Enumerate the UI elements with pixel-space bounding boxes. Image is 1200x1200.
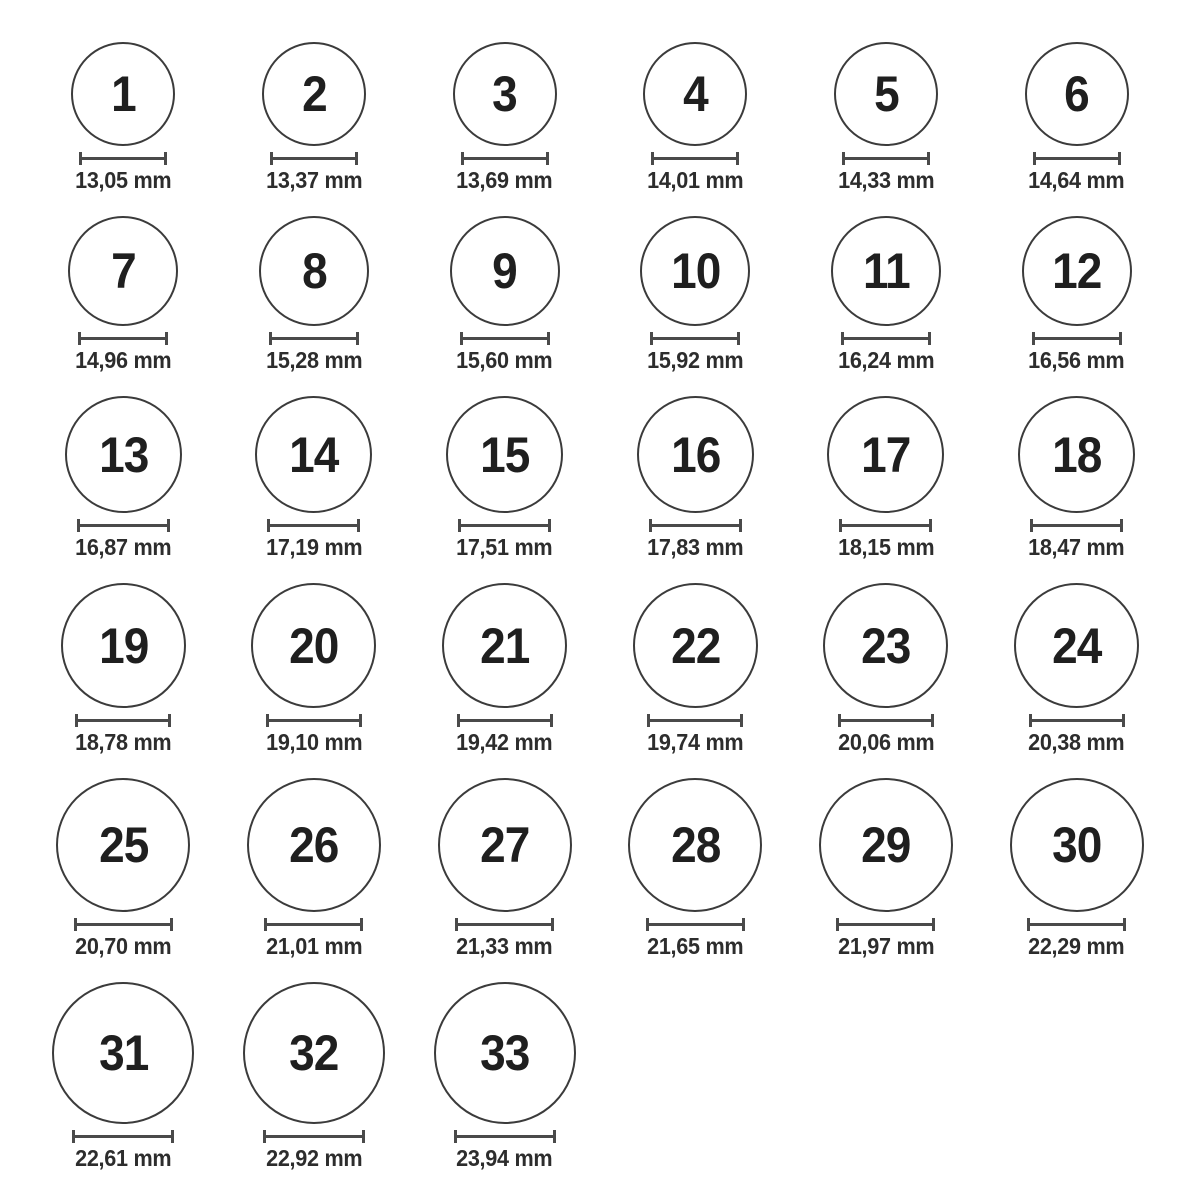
diameter-ruler <box>79 152 167 165</box>
ring-size-number: 22 <box>670 617 720 674</box>
ring-size-item <box>1014 583 1139 754</box>
ring-size-number: 31 <box>98 1025 148 1081</box>
ring-size-item <box>819 778 953 958</box>
ring-circle <box>1010 778 1144 912</box>
ring-size-item <box>52 982 194 1170</box>
diameter-label: 14,33 mm <box>837 167 935 193</box>
ring-size-item <box>438 778 572 958</box>
ring-size-number: 2 <box>301 66 327 122</box>
diameter-label: 16,56 mm <box>1028 347 1125 373</box>
diameter-label: 18,78 mm <box>75 729 172 755</box>
ring-circle <box>442 583 567 708</box>
diameter-label: 16,24 mm <box>837 347 935 373</box>
ring-circle <box>827 396 944 513</box>
ring-size-number: 13 <box>98 426 148 483</box>
diameter-ruler <box>74 918 173 931</box>
ring-size-number: 3 <box>492 66 517 122</box>
diameter-label: 22,92 mm <box>265 1145 363 1171</box>
ring-circle <box>434 982 576 1124</box>
ring-size-number: 30 <box>1051 817 1102 873</box>
ring-circle <box>247 778 381 912</box>
ring-size-item <box>823 583 948 754</box>
ring-size-item <box>637 396 754 559</box>
ring-size-item <box>640 216 750 372</box>
diameter-ruler <box>841 332 931 345</box>
diameter-ruler <box>836 918 935 931</box>
diameter-label: 15,28 mm <box>265 347 363 373</box>
ring-size-item <box>643 42 747 192</box>
ring-circle <box>1025 42 1129 146</box>
ring-circle <box>65 396 182 513</box>
diameter-label: 14,64 mm <box>1028 167 1125 193</box>
diameter-label: 20,70 mm <box>75 933 172 959</box>
ring-size-number: 23 <box>861 617 911 674</box>
diameter-label: 19,10 mm <box>265 729 363 755</box>
diameter-label: 13,05 mm <box>75 167 172 193</box>
diameter-ruler <box>264 918 363 931</box>
ring-circle <box>640 216 750 326</box>
ring-size-number: 8 <box>301 243 327 299</box>
ring-size-number: 7 <box>110 243 136 299</box>
ring-size-item <box>633 583 758 754</box>
ring-size-item <box>251 583 376 754</box>
ring-size-item <box>247 778 381 958</box>
ring-circle <box>1018 396 1135 513</box>
ring-circle <box>1022 216 1132 326</box>
ring-circle <box>446 396 563 513</box>
diameter-label: 15,60 mm <box>456 347 553 373</box>
ring-size-number: 32 <box>289 1025 339 1081</box>
diameter-ruler <box>646 918 745 931</box>
ring-circle <box>251 583 376 708</box>
ring-size-item <box>1022 216 1132 372</box>
ring-size-item <box>68 216 178 372</box>
diameter-label: 16,87 mm <box>75 534 172 560</box>
ring-size-item <box>262 42 366 192</box>
diameter-label: 19,74 mm <box>647 729 744 755</box>
diameter-ruler <box>649 519 742 532</box>
diameter-label: 22,29 mm <box>1028 933 1125 959</box>
ring-size-number: 33 <box>479 1025 530 1081</box>
ring-circle <box>61 583 186 708</box>
ring-size-number: 10 <box>670 243 720 299</box>
diameter-ruler <box>77 519 170 532</box>
ring-size-item <box>831 216 941 372</box>
ring-size-item <box>434 982 576 1170</box>
ring-size-item <box>453 42 557 192</box>
diameter-label: 13,37 mm <box>265 167 363 193</box>
ring-size-number: 15 <box>479 426 530 483</box>
ring-circle <box>1014 583 1139 708</box>
ring-circle <box>438 778 572 912</box>
ring-size-item <box>827 396 944 559</box>
ring-circle <box>834 42 938 146</box>
ring-size-number: 6 <box>1064 66 1089 122</box>
ring-circle <box>56 778 190 912</box>
ring-size-number: 1 <box>110 66 136 122</box>
diameter-ruler <box>269 332 359 345</box>
ring-size-item <box>61 583 186 754</box>
ring-size-number: 17 <box>861 426 911 483</box>
ring-size-item <box>628 778 762 958</box>
ring-size-number: 19 <box>98 617 148 674</box>
diameter-label: 13,69 mm <box>456 167 553 193</box>
ring-size-number: 14 <box>289 426 339 483</box>
ring-circle <box>643 42 747 146</box>
diameter-ruler <box>651 152 739 165</box>
ring-circle <box>637 396 754 513</box>
diameter-ruler <box>266 714 362 727</box>
diameter-label: 14,01 mm <box>647 167 744 193</box>
diameter-label: 18,47 mm <box>1028 534 1125 560</box>
diameter-ruler <box>454 1130 556 1143</box>
ring-size-item <box>71 42 175 192</box>
ring-size-number: 16 <box>670 426 720 483</box>
diameter-ruler <box>460 332 550 345</box>
ring-size-number: 28 <box>670 817 720 873</box>
ring-circle <box>243 982 385 1124</box>
diameter-label: 21,33 mm <box>456 933 553 959</box>
diameter-label: 17,19 mm <box>265 534 363 560</box>
diameter-label: 15,92 mm <box>647 347 744 373</box>
ring-size-item <box>243 982 385 1170</box>
diameter-ruler <box>838 714 934 727</box>
ring-size-number: 21 <box>479 617 530 674</box>
diameter-ruler <box>270 152 358 165</box>
diameter-ruler <box>263 1130 365 1143</box>
diameter-label: 21,01 mm <box>265 933 363 959</box>
diameter-ruler <box>647 714 743 727</box>
diameter-ruler <box>267 519 360 532</box>
ring-circle <box>52 982 194 1124</box>
ring-circle <box>819 778 953 912</box>
ring-circle <box>628 778 762 912</box>
diameter-label: 20,06 mm <box>837 729 935 755</box>
diameter-label: 21,65 mm <box>647 933 744 959</box>
diameter-label: 17,83 mm <box>647 534 744 560</box>
ring-size-number: 20 <box>289 617 339 674</box>
diameter-ruler <box>78 332 168 345</box>
ring-circle <box>255 396 372 513</box>
ring-size-number: 5 <box>873 66 899 122</box>
ring-size-number: 27 <box>479 817 530 873</box>
ring-circle <box>453 42 557 146</box>
diameter-ruler <box>1032 332 1122 345</box>
ring-size-item <box>1018 396 1135 559</box>
ring-size-item <box>65 396 182 559</box>
diameter-ruler <box>1029 714 1125 727</box>
ring-size-item <box>446 396 563 559</box>
diameter-ruler <box>457 714 553 727</box>
diameter-ruler <box>1030 519 1123 532</box>
ring-size-number: 29 <box>861 817 911 873</box>
ring-size-number: 25 <box>98 817 148 873</box>
ring-size-number: 4 <box>682 66 708 122</box>
diameter-ruler <box>72 1130 174 1143</box>
diameter-label: 20,38 mm <box>1028 729 1125 755</box>
ring-circle <box>68 216 178 326</box>
ring-circle <box>71 42 175 146</box>
diameter-ruler <box>75 714 171 727</box>
diameter-ruler <box>455 918 554 931</box>
ring-circle <box>450 216 560 326</box>
ring-size-item <box>1025 42 1129 192</box>
ring-circle <box>259 216 369 326</box>
ring-circle <box>831 216 941 326</box>
diameter-label: 18,15 mm <box>837 534 935 560</box>
diameter-ruler <box>842 152 930 165</box>
diameter-label: 17,51 mm <box>456 534 553 560</box>
ring-size-number: 12 <box>1051 243 1102 299</box>
ring-size-item <box>255 396 372 559</box>
diameter-ruler <box>1033 152 1121 165</box>
ring-size-item <box>450 216 560 372</box>
ring-size-number: 18 <box>1051 426 1102 483</box>
ring-size-number: 11 <box>862 243 910 299</box>
diameter-label: 14,96 mm <box>75 347 172 373</box>
ring-size-item <box>1010 778 1144 958</box>
diameter-ruler <box>461 152 549 165</box>
diameter-label: 23,94 mm <box>456 1145 553 1171</box>
ring-size-item <box>259 216 369 372</box>
ring-circle <box>262 42 366 146</box>
ring-size-item <box>834 42 938 192</box>
ring-size-item <box>56 778 190 958</box>
ring-size-number: 24 <box>1051 617 1102 674</box>
diameter-ruler <box>650 332 740 345</box>
ring-size-item <box>442 583 567 754</box>
diameter-label: 21,97 mm <box>837 933 935 959</box>
ring-size-number: 26 <box>289 817 339 873</box>
diameter-ruler <box>1027 918 1126 931</box>
diameter-label: 22,61 mm <box>75 1145 172 1171</box>
ring-size-number: 9 <box>492 243 517 299</box>
diameter-label: 19,42 mm <box>456 729 553 755</box>
ring-circle <box>633 583 758 708</box>
ring-circle <box>823 583 948 708</box>
diameter-ruler <box>458 519 551 532</box>
diameter-ruler <box>839 519 932 532</box>
